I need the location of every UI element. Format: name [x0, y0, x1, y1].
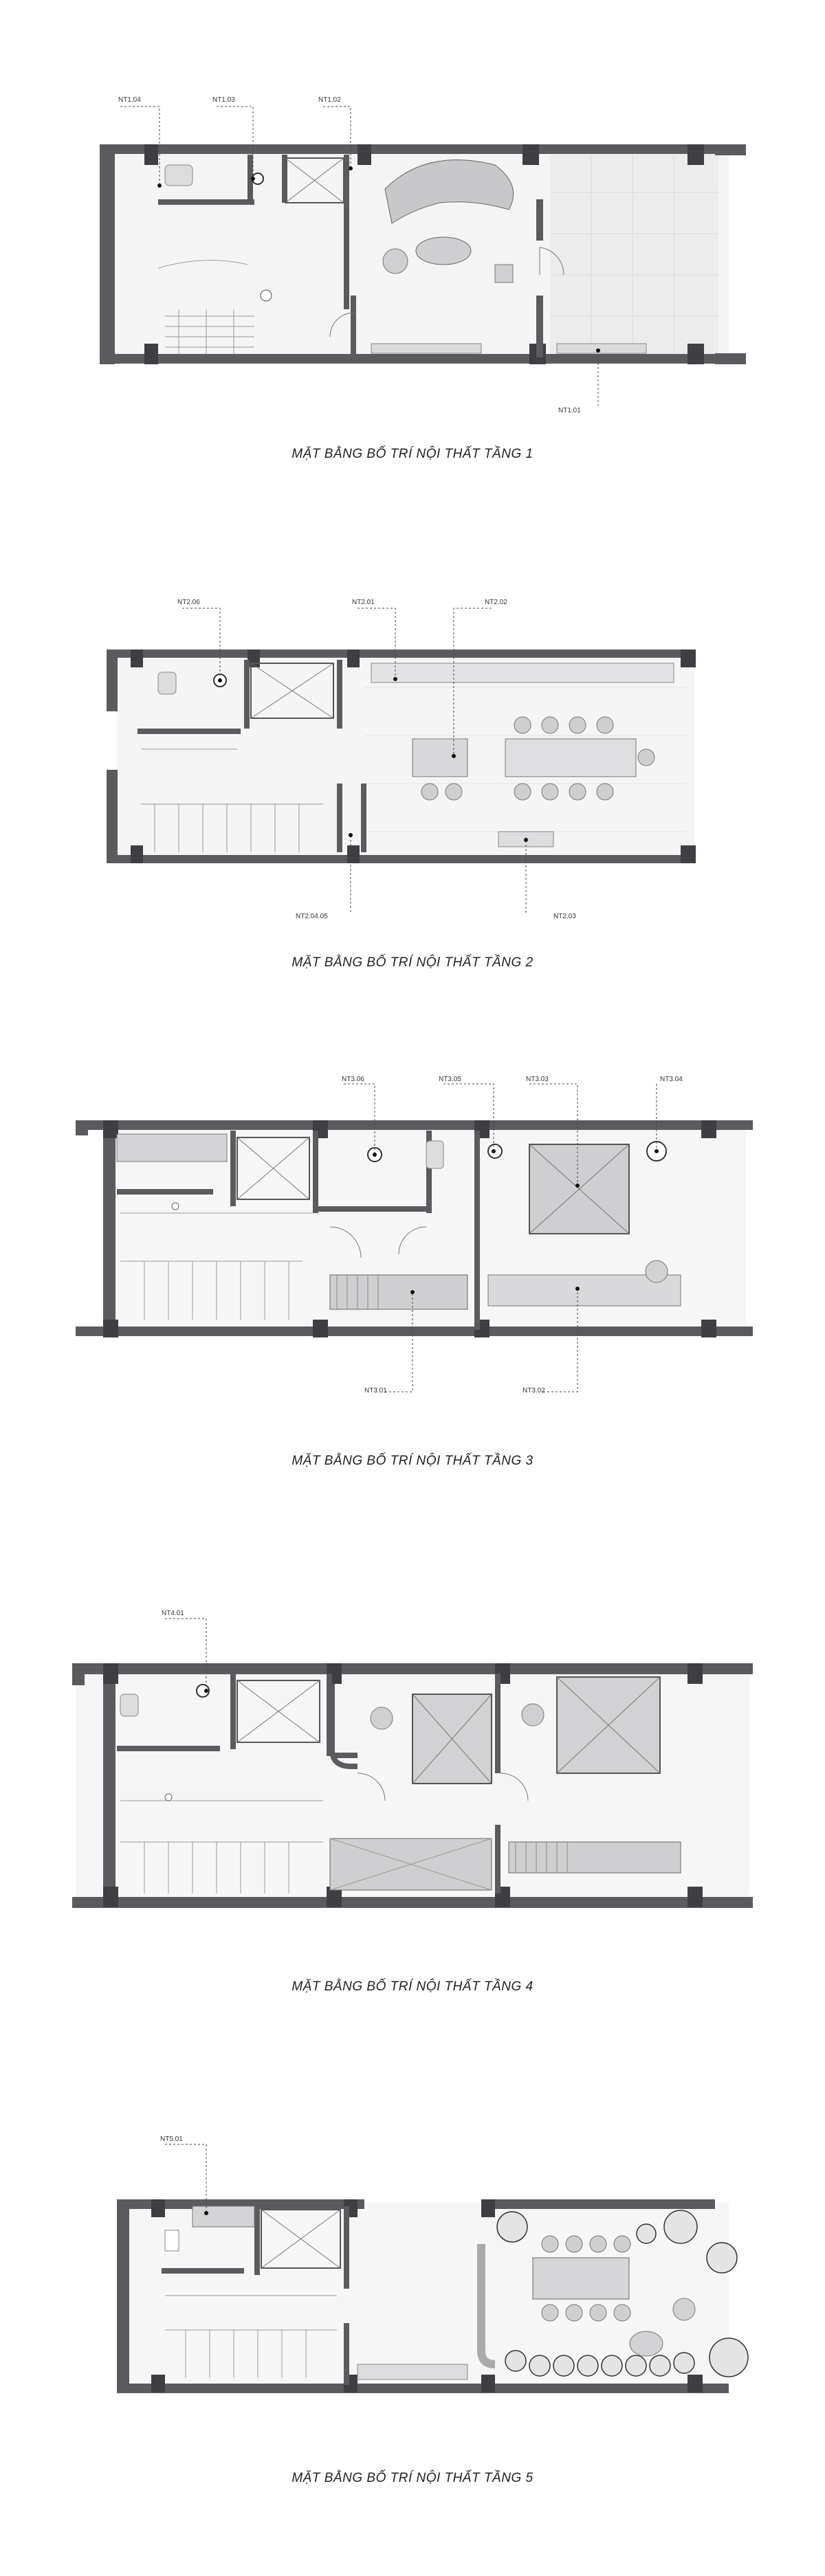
- tag-nt3-01: NT3.01: [364, 1387, 387, 1395]
- tag-nt2-03: NT2.03: [553, 913, 576, 920]
- outdoor-dining-table: [533, 2258, 629, 2299]
- wardrobe-1: [330, 1275, 468, 1309]
- tag-nt1-01: NT1.01: [558, 407, 581, 414]
- floor-5-drawing: [0, 2131, 825, 2447]
- wall-west: [103, 1120, 116, 1337]
- shoe-cabinet: [557, 344, 646, 353]
- coffee-table: [416, 237, 471, 265]
- floor-plan-1: [0, 89, 825, 461]
- tag-nt2-02: NT2.02: [485, 599, 507, 606]
- tag-nt2-06: NT2.06: [177, 599, 200, 606]
- floor-2-caption: MẶT BẰNG BỐ TRÍ NỘI THẤT TẦNG 2: [292, 955, 534, 970]
- tag-nt1-04: NT1.04: [118, 96, 141, 104]
- tag-nt2-01: NT2.01: [352, 599, 375, 606]
- kitchen-counter: [371, 663, 674, 682]
- floor-plan-4: [0, 1595, 825, 2007]
- wall-north: [100, 144, 715, 154]
- wall-north: [107, 649, 694, 658]
- wall-south: [117, 2384, 729, 2393]
- dining-table: [505, 739, 636, 777]
- tag-nt3-06: NT3.06: [342, 1076, 364, 1083]
- armchair: [383, 249, 408, 274]
- tag-nt3-03: NT3.03: [526, 1076, 549, 1083]
- floor-plan-3: [0, 1076, 825, 1481]
- floor-3-caption: MẶT BẰNG BỐ TRÍ NỘI THẤT TẦNG 3: [292, 1454, 534, 1468]
- wall-south: [76, 1326, 753, 1336]
- tv-console: [371, 344, 481, 353]
- wall-west: [103, 1663, 116, 1907]
- wall-south: [107, 855, 694, 863]
- toilet: [158, 672, 176, 694]
- toilet: [165, 165, 192, 186]
- floor-1-drawing: [0, 89, 825, 406]
- tag-nt4-01: NT4.01: [162, 1610, 184, 1617]
- tag-nt2-04-05: NT2.04.05: [296, 913, 328, 920]
- wall-south: [72, 1897, 753, 1908]
- kitchen-island: [412, 739, 468, 777]
- wall-north: [76, 1120, 753, 1130]
- vanity: [192, 2206, 254, 2227]
- floor-plan-5: [0, 2131, 825, 2543]
- floor-4-drawing: [0, 1595, 825, 1924]
- wardrobe-master: [509, 1842, 681, 1873]
- toilet: [426, 1141, 443, 1168]
- bath-vanity: [117, 1134, 227, 1162]
- toilet: [120, 1694, 138, 1716]
- wall-north: [72, 1663, 753, 1674]
- floor-5-caption: MẶT BẰNG BỐ TRÍ NỘI THẤT TẦNG 5: [292, 2471, 534, 2485]
- floor-2-drawing: [0, 598, 825, 914]
- tag-nt3-05: NT3.05: [439, 1076, 461, 1083]
- floor-3-drawing: [0, 1082, 825, 1399]
- tag-nt1-03: NT1.03: [212, 96, 235, 104]
- floor-1-caption: MẶT BẰNG BỐ TRÍ NỘI THẤT TẦNG 1: [292, 447, 534, 461]
- wall-south: [100, 354, 715, 364]
- floor-4-caption: MẶT BẰNG BỐ TRÍ NỘI THẤT TẦNG 4: [292, 1979, 534, 1994]
- tag-nt3-04: NT3.04: [660, 1076, 683, 1083]
- wall-west: [100, 144, 115, 364]
- tag-nt3-02: NT3.02: [522, 1387, 545, 1395]
- wall-west: [117, 2199, 129, 2392]
- floor-plan-2: [0, 598, 825, 997]
- tag-nt1-02: NT1.02: [318, 96, 341, 104]
- tag-nt5-01: NT5.01: [160, 2135, 183, 2143]
